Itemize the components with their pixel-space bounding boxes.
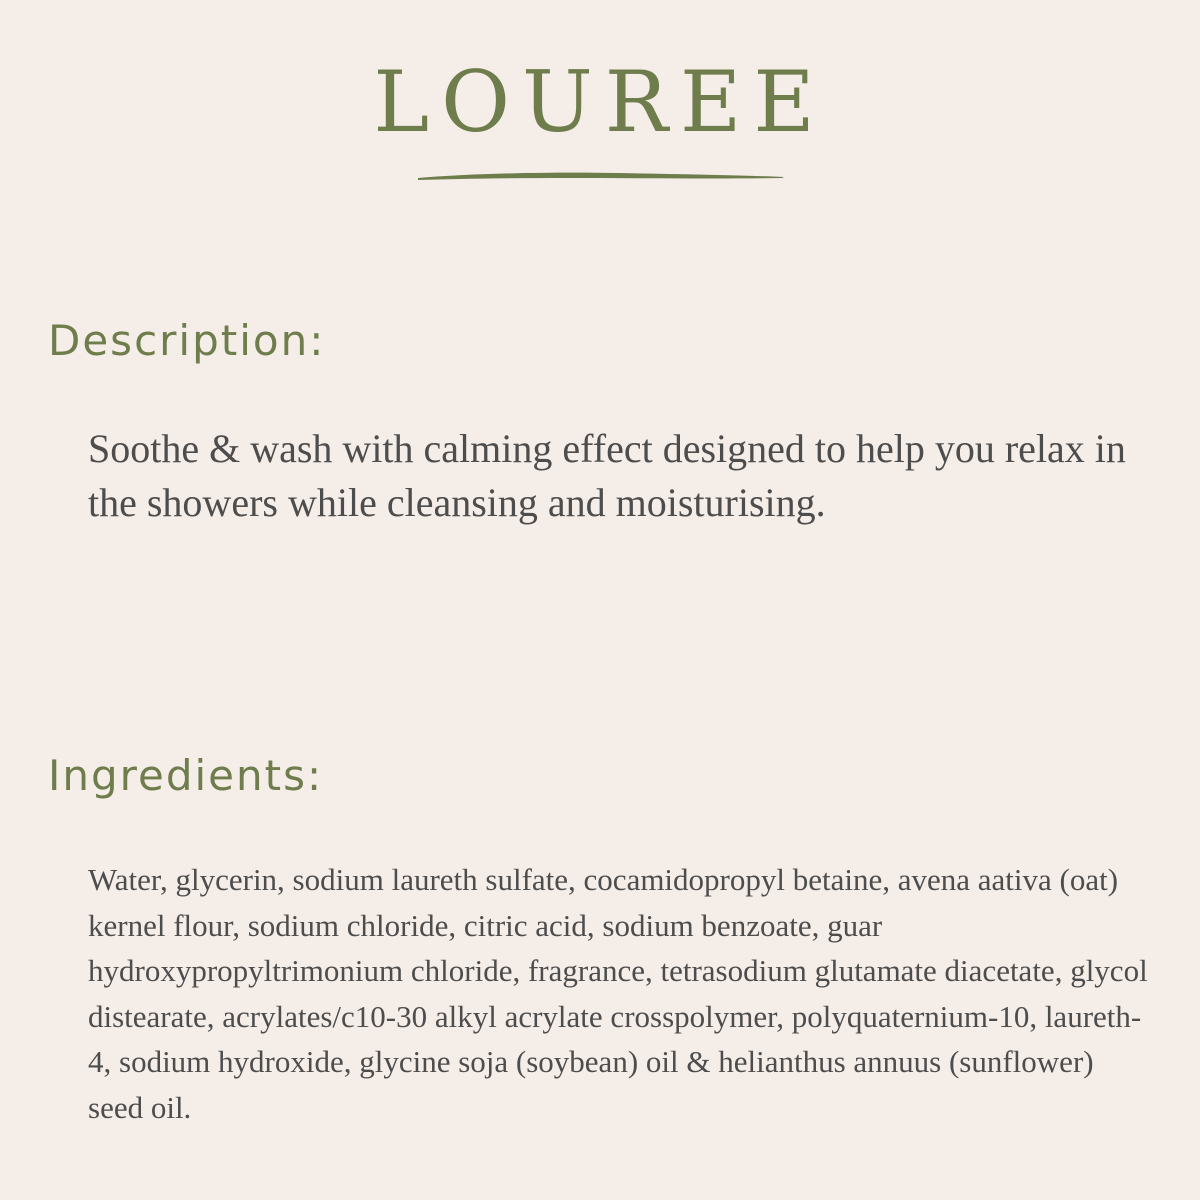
description-text: Soothe & wash with calming effect designed to help you relax in the showers while cleansing and moisturising. — [88, 426, 1126, 525]
ingredients-heading: Ingredients: — [48, 751, 324, 800]
ingredients-text: Water, glycerin, sodium laureth sulfate, cocamidopropyl betaine, avena aativa (oat) kernel flour, sodium chloride, citric acid, sodium benzoate, guar hydroxypropyltrimonium chloride, fragrance, tetrasodium glutamate diacetate, glycol distearate, acrylates/c10-30 alkyl acrylate crosspolymer, polyquaternium-10, laureth-4, sodium hydroxide, glycine soja (soybean) oil & helianthus annuus (sunflower) seed oil. — [88, 862, 1148, 1125]
description-heading: Description: — [48, 316, 326, 365]
logo-brush-underline — [416, 170, 786, 182]
brand-logo: LOUREE — [373, 53, 827, 151]
